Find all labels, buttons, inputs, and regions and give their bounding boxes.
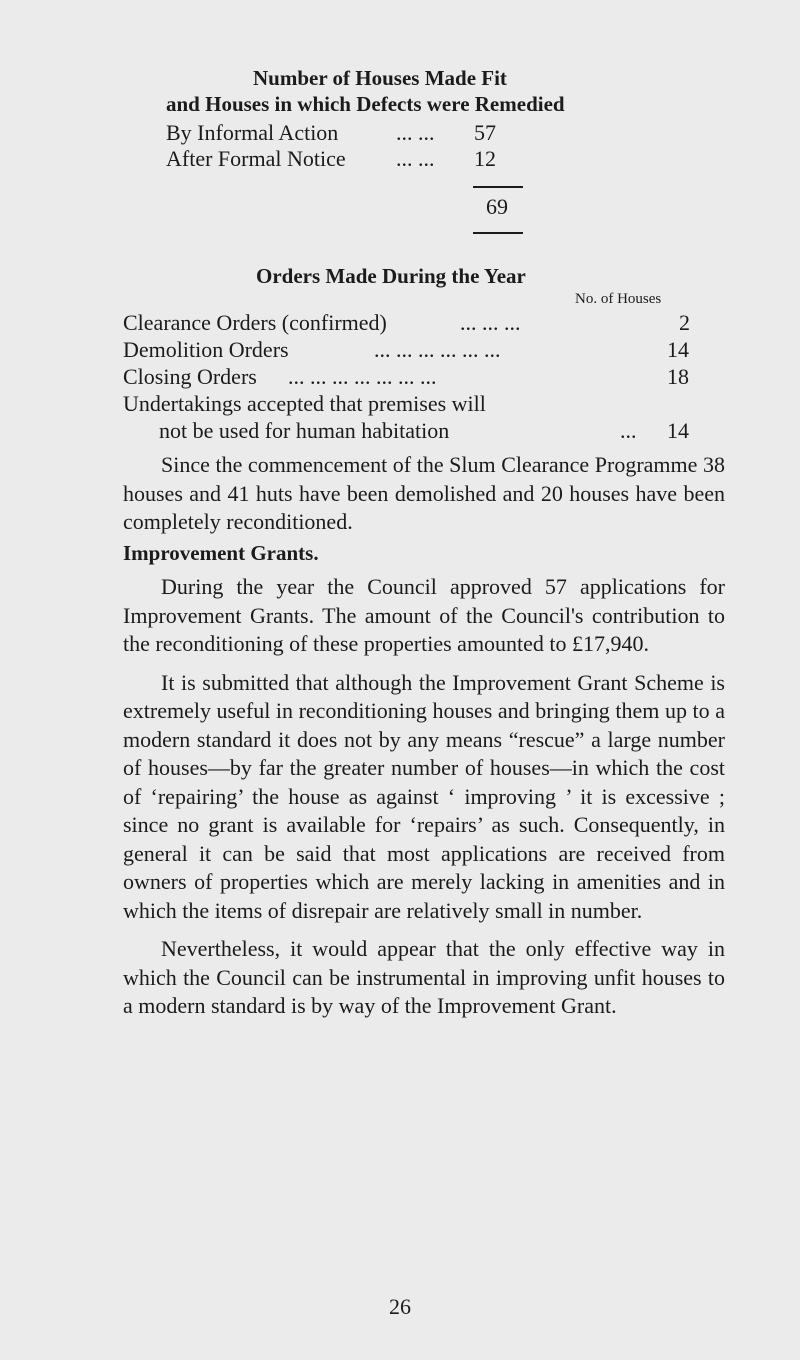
improvement-body bbox=[123, 573, 725, 1021]
informal-action-value: 57 bbox=[474, 120, 496, 145]
column-header: No. of Houses bbox=[575, 291, 662, 307]
clearance-orders-value: 2 bbox=[679, 310, 690, 335]
section1-title-line1: Number of Houses Made Fit bbox=[253, 66, 507, 90]
slum-clearance-text: Since the commencement of the Slum Clearance Programme 38 houses and 41 huts have been demolished and 20 houses have been completely reconditioned. bbox=[123, 452, 725, 534]
formal-notice-dots: ... ... bbox=[396, 146, 435, 171]
demolition-orders-value: 14 bbox=[667, 337, 689, 362]
page-number: 26 bbox=[389, 1294, 411, 1319]
clearance-orders-label: Clearance Orders (confirmed) bbox=[123, 310, 387, 335]
improvement-paragraph: During the year the Council approved 57 applications for Improvement Grants. The amount of the Council's contribution to the reconditioning of these properties amounted to £17,940. bbox=[123, 574, 725, 656]
section1-title-line2: and Houses in which Defects were Remedied bbox=[166, 92, 565, 116]
formal-notice-value: 12 bbox=[474, 146, 496, 171]
demolition-orders-dots: ... ... ... ... ... ... bbox=[374, 337, 501, 362]
section1-total: 69 bbox=[486, 194, 508, 219]
undertakings-value: 14 bbox=[667, 418, 689, 443]
total-top-rule bbox=[473, 186, 523, 188]
informal-action-dots: ... ... bbox=[396, 120, 435, 145]
closing-orders-label: Closing Orders bbox=[123, 364, 257, 389]
undertakings-line2: not be used for human habitation bbox=[159, 418, 450, 443]
demolition-orders-label: Demolition Orders bbox=[123, 337, 289, 362]
improvement-paragraph: Nevertheless, it would appear that the only effective way in which the Council can be instrumental in improving unfit houses to a modern standard is by way of the Improvement Grant. bbox=[123, 936, 725, 1018]
improvement-paragraph: It is submitted that although the Improvement Grant Scheme is extremely useful in reconditioning houses and bringing them up to a modern standard it does not by any means “rescue” a large number of houses—by far the greater number of houses—in which the cost of ‘repairing’ the house as against ‘ improving ’ it is excessive ; since no grant is available for ‘repairs’ as such. Consequently, in general it can be said that most applications are received from owners of properties which are merely lacking in amenities and in which the items of disrepair are relatively small in number. bbox=[123, 669, 725, 923]
closing-orders-dots: ... ... ... ... ... ... ... bbox=[288, 364, 437, 389]
closing-orders-value: 18 bbox=[667, 364, 689, 389]
undertakings-dots: ... bbox=[620, 418, 637, 443]
improvement-heading: Improvement Grants. bbox=[123, 541, 319, 565]
total-bottom-rule bbox=[473, 232, 523, 234]
clearance-orders-dots: ... ... ... bbox=[460, 310, 521, 335]
informal-action-label: By Informal Action bbox=[166, 120, 339, 145]
formal-notice-label: After Formal Notice bbox=[166, 146, 346, 171]
undertakings-line1: Undertakings accepted that premises will bbox=[123, 391, 486, 416]
section2-title: Orders Made During the Year bbox=[256, 264, 526, 288]
slum-clearance-paragraph bbox=[123, 451, 725, 537]
